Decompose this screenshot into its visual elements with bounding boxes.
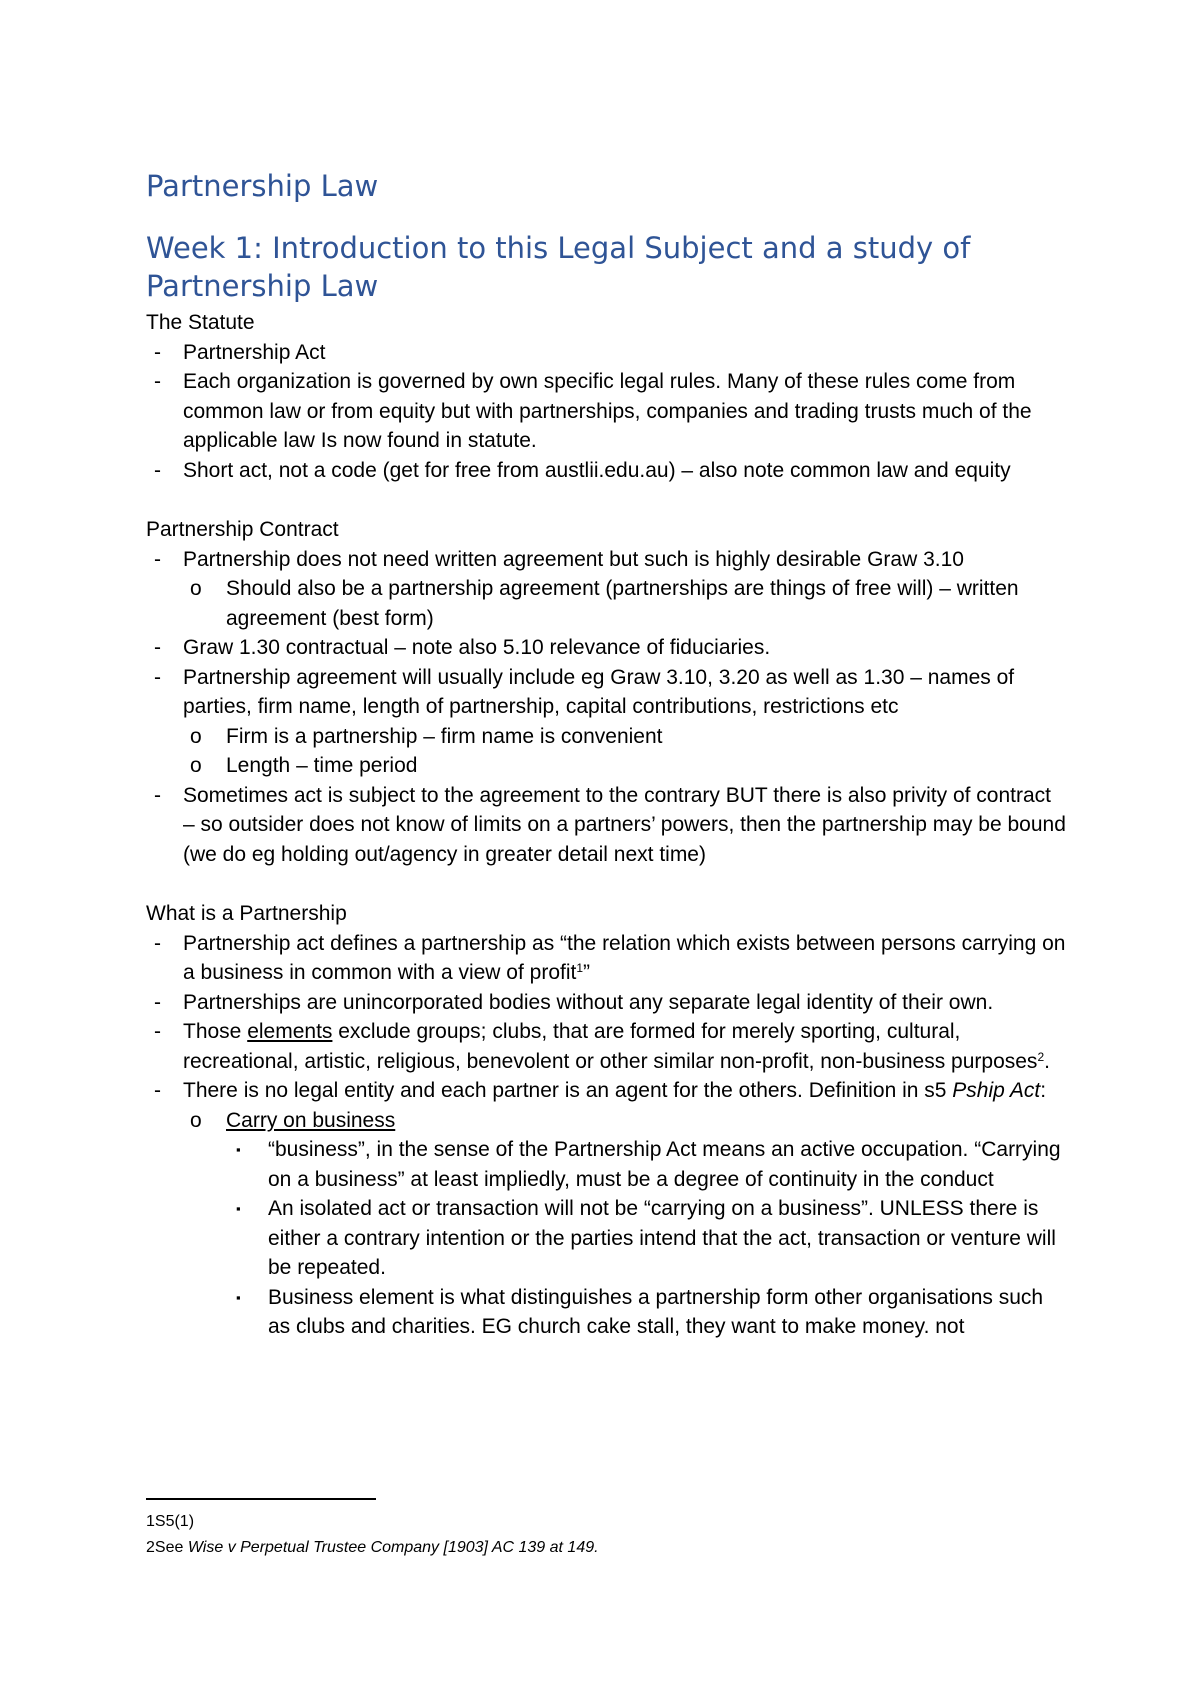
document-title: Partnership Law xyxy=(146,169,379,203)
list-item xyxy=(146,1135,1066,1194)
dash-bullet: - xyxy=(154,340,161,364)
section-contract xyxy=(146,515,1066,869)
section-what-is-partnership xyxy=(146,899,1066,1342)
footnote-2 xyxy=(146,1538,599,1558)
spacer xyxy=(146,869,1066,899)
section-statute xyxy=(146,308,1066,485)
footnote-ref-1[interactable]: 1 xyxy=(576,961,584,975)
italic-act-name: Pship Act xyxy=(952,1079,1041,1102)
footnote-1 xyxy=(146,1512,194,1532)
case-citation: Wise v Perpetual Trustee Company [1903] AC 139 at 149. xyxy=(187,1539,599,1556)
square-bullet: ▪ xyxy=(236,1142,241,1157)
circle-bullet: o xyxy=(190,724,202,748)
section-heading: Partnership Contract xyxy=(146,518,339,541)
item-text: Partnership agreement will usually include eg Graw 3.10, 3.20 as well as 1.30 – names of parties, firm name, length of partnership, capital contributions, restrictions etc xyxy=(183,665,1015,718)
item-text: exclude groups; clubs, that are formed for merely sporting, cultural, recreational, artistic, religious, benevolent or other similar non-profit, non-business purposes xyxy=(183,1020,1038,1073)
item-text-end: . xyxy=(1044,1049,1050,1073)
square-bullet: ▪ xyxy=(236,1289,241,1305)
footnote-number: 2 xyxy=(146,1539,155,1556)
list-item xyxy=(146,367,1066,456)
item-text: Partnership Act xyxy=(183,340,326,364)
item-text-end: ” xyxy=(583,961,591,984)
document-body xyxy=(146,308,1066,1342)
list-item xyxy=(146,456,1066,486)
item-text: Graw 1.30 contractual – note also 5.10 relevance of fiduciaries. xyxy=(183,636,771,659)
item-text: Partnerships are unincorporated bodies without any separate legal identity of their own. xyxy=(183,990,994,1014)
dash-bullet: - xyxy=(154,990,161,1014)
dash-bullet: - xyxy=(154,665,161,689)
list-item xyxy=(146,1106,1066,1136)
list-item xyxy=(146,545,1066,575)
section-heading: The Statute xyxy=(146,311,255,334)
footnote-ref-2[interactable]: 2 xyxy=(1037,1049,1045,1064)
list-item xyxy=(146,338,1066,368)
item-text: Partnership act defines a partnership as “the relation which exists between persons carrying on a business in common with a view of profit xyxy=(183,931,1066,984)
dash-bullet: - xyxy=(154,547,161,571)
circle-bullet: o xyxy=(190,754,202,777)
square-bullet: ▪ xyxy=(236,1201,241,1216)
circle-bullet: o xyxy=(190,577,202,600)
dash-bullet: - xyxy=(154,1020,161,1043)
underlined-term: elements xyxy=(247,1020,333,1043)
subsection-heading: Carry on business xyxy=(226,1108,396,1132)
list-item xyxy=(146,781,1066,870)
item-text: Business element is what distinguishes a partnership form other organisations such as clubs and charities. EG church cake stall, they want to make money. not xyxy=(268,1285,1044,1338)
item-text: An isolated act or transaction will not be “carrying on a business”. UNLESS there is either a contrary intention or the parties intend that the act, transaction or venture will be repeated. xyxy=(268,1197,1056,1279)
item-text: Partnership does not need written agreement but such is highly desirable Graw 3.10 xyxy=(183,547,964,571)
list-item xyxy=(146,988,1066,1018)
list-item xyxy=(146,929,1066,988)
list-item xyxy=(146,722,1066,752)
list-item xyxy=(146,1194,1066,1283)
dash-bullet: - xyxy=(154,458,161,482)
dash-bullet: - xyxy=(154,636,161,659)
item-text: Firm is a partnership – firm name is convenient xyxy=(226,724,663,748)
circle-bullet: o xyxy=(190,1108,202,1132)
section-heading: What is a Partnership xyxy=(146,902,347,925)
item-text: Should also be a partnership agreement (partnerships are things of free will) – written agreement (best form) xyxy=(226,577,1019,630)
dash-bullet: - xyxy=(154,370,161,393)
footnote-text: S5(1) xyxy=(154,1513,195,1530)
item-text-end: : xyxy=(1040,1079,1047,1102)
list-item xyxy=(146,663,1066,722)
item-text: Those xyxy=(183,1020,248,1043)
list-item xyxy=(146,751,1066,781)
dash-bullet: - xyxy=(154,783,161,807)
item-text: Length – time period xyxy=(226,754,418,777)
spacer xyxy=(146,485,1066,515)
item-text: Short act, not a code (get for free from austlii.edu.au) – also note common law and equity xyxy=(183,458,1011,482)
item-text: “business”, in the sense of the Partnership Act means an active occupation. “Carrying on a business” at least impliedly, must be a degree of continuity in the conduct xyxy=(268,1138,1061,1191)
list-item xyxy=(146,574,1066,633)
item-text: Each organization is governed by own specific legal rules. Many of these rules come from common law or from equity but with partnerships, companies and trading trusts much of the applicable law Is now found in statute. xyxy=(183,370,1032,452)
dash-bullet: - xyxy=(154,931,161,955)
list-item xyxy=(146,1076,1066,1106)
list-item xyxy=(146,633,1066,663)
list-item xyxy=(146,1283,1066,1342)
document-subtitle: Week 1: Introduction to this Legal Subject and a study of Partnership Law xyxy=(146,231,971,303)
dash-bullet: - xyxy=(154,1079,161,1102)
footnote-number: 1 xyxy=(146,1513,155,1530)
list-item xyxy=(146,1017,1066,1076)
footnote-divider xyxy=(146,1498,376,1500)
item-text: Sometimes act is subject to the agreement to the contrary BUT there is also privity of contract – so outsider does not know of limits on a partners’ powers, then the partnership may be bound (we do eg holding out/agency in greater detail next time) xyxy=(183,783,1066,866)
item-text: There is no legal entity and each partner is an agent for the others. Definition in s5 xyxy=(183,1079,953,1102)
footnote-text: See xyxy=(154,1539,188,1556)
